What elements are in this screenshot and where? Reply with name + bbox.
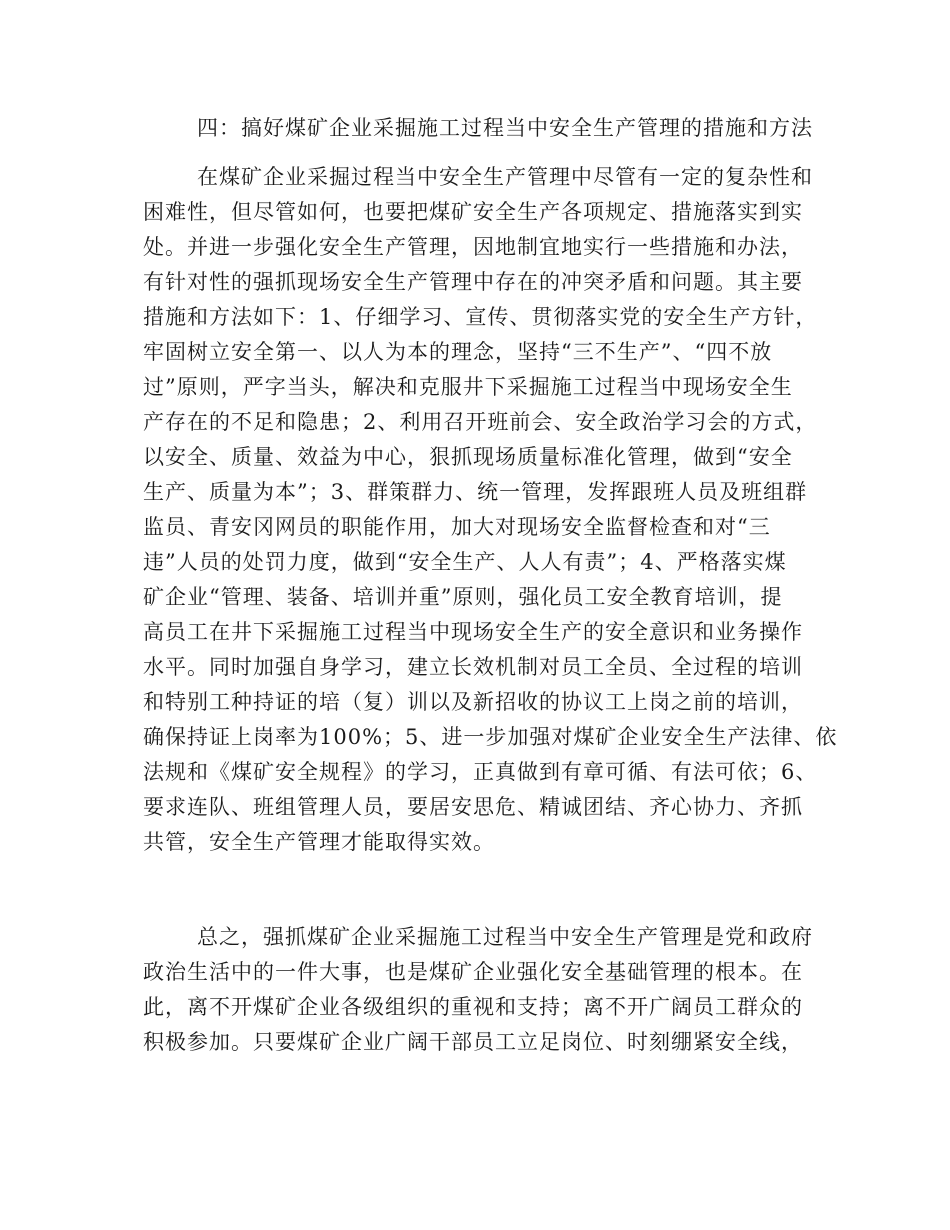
paragraph-line: 总之，强抓煤矿企业采掘施工过程当中安全生产管理是党和政府	[197, 925, 813, 949]
paragraph-line: 有针对性的强抓现场安全生产管理中存在的冲突矛盾和问题。其主要	[143, 270, 803, 294]
paragraph-line: 高员工在井下采掘施工过程当中现场安全生产的安全意识和业务操作	[143, 620, 803, 644]
paragraph-line: 处。并进一步强化安全生产管理，因地制宜地实行一些措施和办法，	[143, 235, 803, 259]
paragraph-conclusion	[143, 920, 813, 1060]
paragraph-line: 要求连队、班组管理人员，要居安思危、精诚团结、齐心协力、齐抓	[143, 795, 803, 819]
paragraph-line: 困难性，但尽管如何，也要把煤矿安全生产各项规定、措施落实到实	[143, 200, 803, 224]
paragraph-line: 产存在的不足和隐患；2、利用召开班前会、安全政治学习会的方式，	[143, 410, 818, 434]
paragraph-line: 确保持证上岗率为100%；5、进一步加强对煤矿企业安全生产法律、依	[143, 725, 838, 749]
paragraph-line: 违”人员的处罚力度，做到“安全生产、人人有责”；4、严格落实煤	[143, 550, 787, 574]
paragraph-line: 法规和《煤矿安全规程》的学习，正真做到有章可循、有法可依；6、	[143, 760, 818, 784]
paragraph-line: 牢固树立安全第一、以人为本的理念，坚持“三不生产”、“四不放	[143, 340, 773, 364]
paragraph-line: 生产、质量为本”；3、群策群力、统一管理，发挥跟班人员及班组群	[143, 480, 808, 504]
paragraph-line: 监员、青安冈网员的职能作用，加大对现场安全监督检查和对“三	[143, 515, 771, 539]
paragraph-line: 政治生活中的一件大事，也是煤矿企业强化安全基础管理的根本。在	[143, 960, 803, 984]
paragraph-line: 积极参加。只要煤矿企业广阔干部员工立足岗位、时刻绷紧安全线，	[143, 1030, 803, 1054]
paragraph-line: 在煤矿企业采掘过程当中安全生产管理中尽管有一定的复杂性和	[197, 165, 813, 189]
paragraph-line: 以安全、质量、效益为中心，狠抓现场质量标准化管理，做到“安全	[143, 445, 793, 469]
section-heading: 四：搞好煤矿企业采掘施工过程当中安全生产管理的措施和方法	[197, 116, 813, 140]
paragraph-line: 和特别工种持证的培（复）训以及新招收的协议工上岗之前的培训，	[143, 690, 803, 714]
paragraph-line: 水平。同时加强自身学习，建立长效机制对员工全员、全过程的培训	[143, 655, 803, 679]
paragraph-line: 过”原则，严字当头，解决和克服井下采掘施工过程当中现场安全生	[143, 375, 793, 399]
paragraph-line: 共管，安全生产管理才能取得实效。	[143, 830, 495, 854]
paragraph-line: 此，离不开煤矿企业各级组织的重视和支持；离不开广阔员工群众的	[143, 995, 803, 1019]
paragraph-line: 措施和方法如下：1、仔细学习、宣传、贯彻落实党的安全生产方针，	[143, 305, 818, 329]
paragraph-line: 矿企业“管理、装备、培训并重”原则，强化员工安全教育培训，提	[143, 585, 783, 609]
paragraph-measures	[143, 160, 838, 860]
